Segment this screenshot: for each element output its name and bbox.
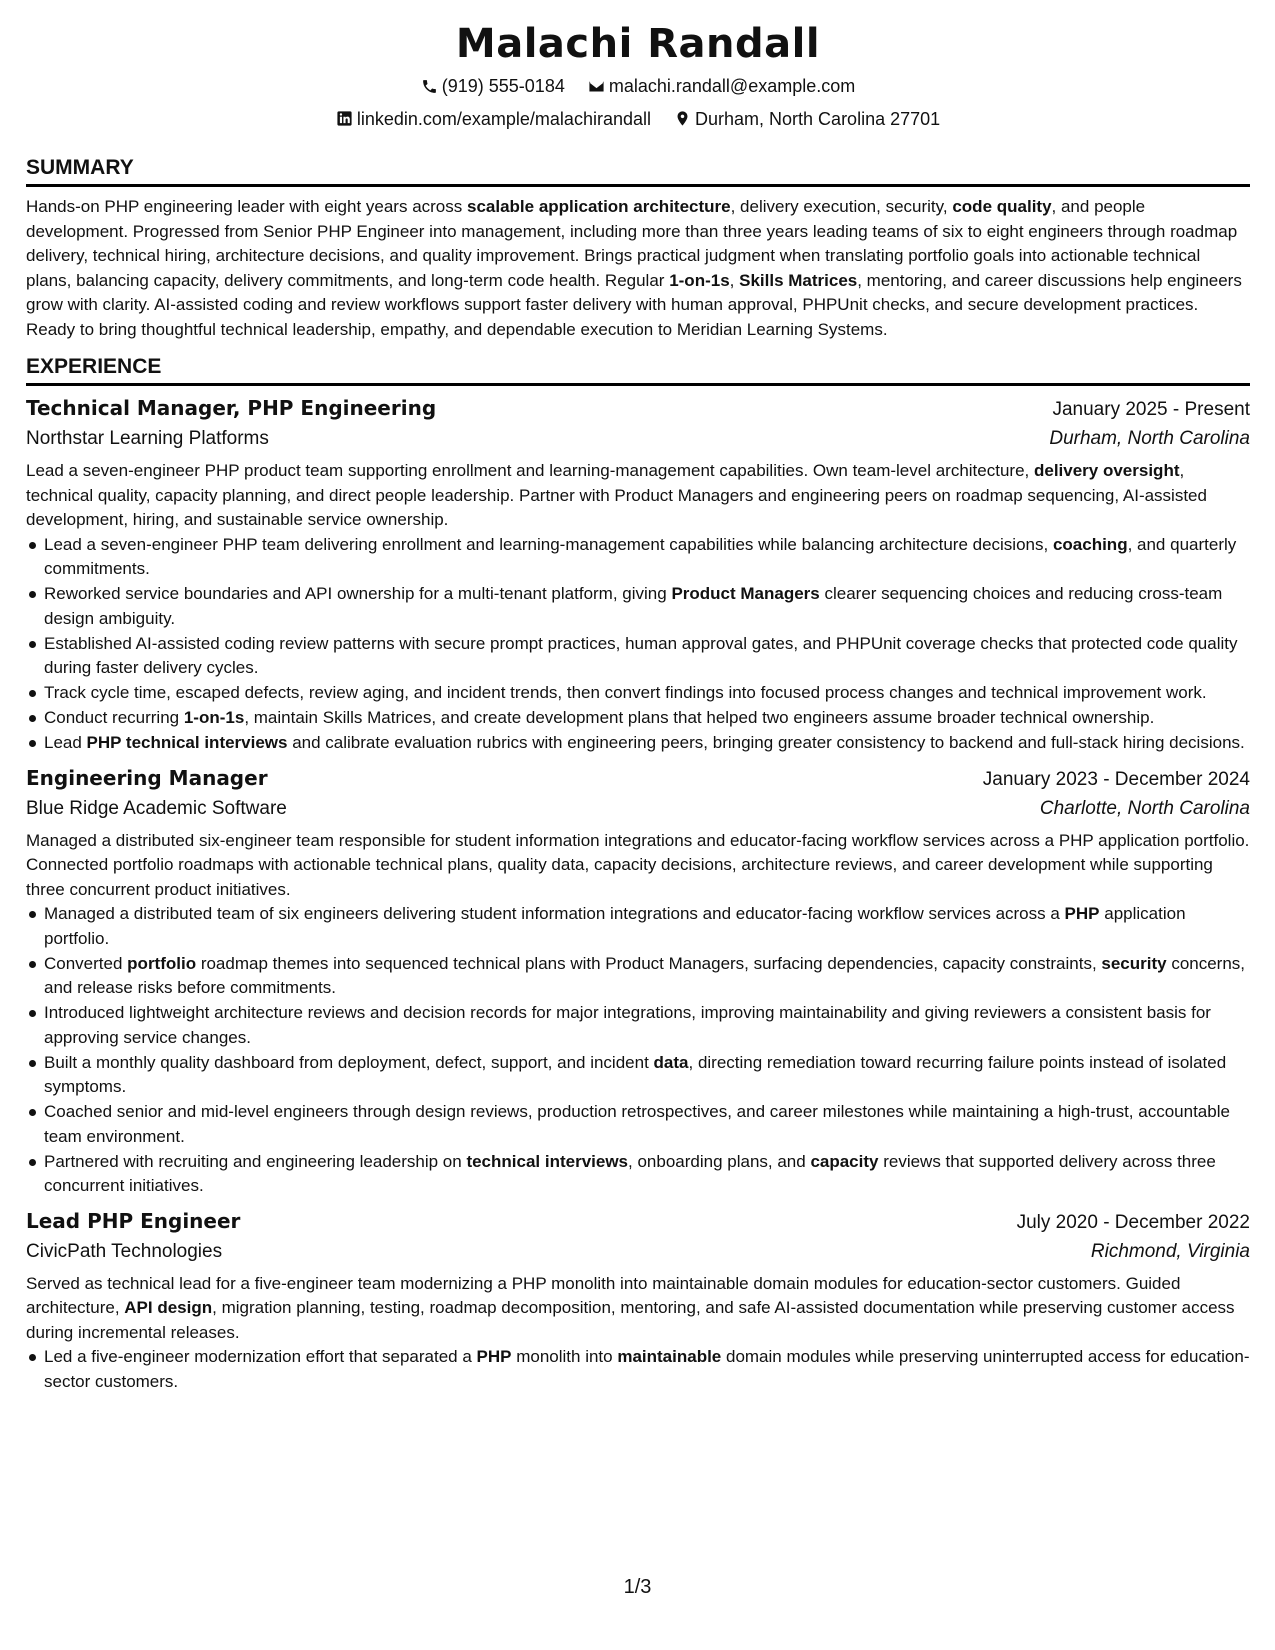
section-title-summary: SUMMARY bbox=[26, 155, 1250, 187]
linkedin-contact[interactable] bbox=[336, 107, 651, 131]
email-contact[interactable] bbox=[588, 74, 855, 98]
bold-keyword: PHP technical interviews bbox=[86, 733, 288, 752]
job-title: Technical Manager, PHP Engineering bbox=[26, 396, 437, 420]
job-bullet: Managed a distributed team of six engineers delivering student information integrations and educator-facing workflow services across a PHP application portfolio. bbox=[44, 902, 1250, 951]
job-description: Managed a distributed six-engineer team responsible for student information integrations and educator-facing workflow services across a PHP application portfolio. Connected portfolio roadmaps with actionable technical plans, quality data, capacity decisions, architecture reviews, and career development while supporting three concurrent product initiatives. bbox=[26, 830, 1250, 899]
job-dates: January 2025 - Present bbox=[1052, 399, 1250, 420]
job-description: Served as technical lead for a five-engineer team modernizing a PHP monolith into maintainable domain modules for education-sector customers. Guided architecture, API design, migration planning, testing, roadmap decomposition, mentoring, and safe AI-assisted documentation while preserving customer access during incremental releases. bbox=[26, 1273, 1235, 1342]
job-company: Blue Ridge Academic Software bbox=[26, 797, 287, 819]
job-subheader bbox=[26, 424, 1250, 454]
bold-keyword: scalable application architecture bbox=[467, 197, 731, 216]
envelope-icon bbox=[588, 78, 605, 95]
job-bullets bbox=[26, 902, 1250, 1199]
job-title: Lead PHP Engineer bbox=[26, 1208, 241, 1233]
job-bullet: Lead PHP technical interviews and calibrate evaluation rubrics with engineering peers, bringing greater consistency to backend and full-stack hiring decisions. bbox=[44, 731, 1250, 756]
bold-keyword: portfolio bbox=[127, 953, 197, 973]
job-company: CivicPath Technologies bbox=[26, 1240, 223, 1262]
job-bullet: Converted portfolio roadmap themes into sequenced technical plans with Product Managers, surfacing dependencies, capacity constraints, security concerns, and release risks before commitments. bbox=[44, 952, 1250, 1001]
bold-keyword: 1-on-1s bbox=[183, 708, 245, 727]
contact-line-1 bbox=[26, 74, 1250, 101]
job-bullet: Partnered with recruiting and engineering leadership on technical interviews, onboarding plans, and capacity reviews that supported delivery across three concurrent initiatives. bbox=[44, 1150, 1250, 1199]
job-header bbox=[26, 1207, 1250, 1237]
experience-section bbox=[26, 354, 1250, 1394]
job-bullet: Conduct recurring 1-on-1s, maintain Skills Matrices, and create development plans that helped two engineers assume broader technical ownership. bbox=[44, 706, 1250, 731]
location-contact bbox=[674, 107, 940, 131]
section-title-experience: EXPERIENCE bbox=[26, 354, 1250, 386]
summary-text: Hands-on PHP engineering leader with eight years across scalable application architecture, delivery execution, security, code quality, and people development. Progressed from Senior PHP Engineer into management, including more than three years leading teams of six to eight engineers through roadmap delivery, technical hiring, architecture decisions, and quality improvement. Brings practical judgment when translating portfolio goals into actionable technical plans, balancing capacity, delivery commitments, and long-term code health. Regular 1-on-1s, Skills Matrices, mentoring, and career discussions help engineers grow with clarity. AI-assisted coding and review workflows support faster delivery with human approval, PHPUnit checks, and secure development practices. Ready to bring thoughtful technical leadership, empathy, and dependable execution to Meridian Learning Systems. bbox=[26, 197, 1242, 339]
job-bullet: Coached senior and mid-level engineers through design reviews, production retrospectives, and career milestones while maintaining a high-trust, accountable team environment. bbox=[44, 1100, 1250, 1149]
job-location: Richmond, Virginia bbox=[1090, 1240, 1250, 1262]
bold-keyword: API design bbox=[124, 1298, 213, 1317]
job-location: Durham, North Carolina bbox=[1049, 428, 1250, 449]
linkedin-url[interactable]: linkedin.com/example/malachirandall bbox=[356, 108, 651, 129]
job-header bbox=[26, 764, 1250, 794]
job-bullets bbox=[26, 533, 1250, 756]
phone-number: (919) 555-0184 bbox=[441, 76, 565, 96]
resume-page bbox=[26, 20, 1250, 1395]
email-address[interactable]: malachi.randall@example.com bbox=[608, 76, 856, 96]
bold-keyword: PHP bbox=[1064, 904, 1100, 923]
job-bullet: Introduced lightweight architecture reviews and decision records for major integrations, improving maintainability and giving reviewers a consistent basis for approving service changes. bbox=[44, 1001, 1250, 1050]
job-subheader bbox=[26, 1237, 1250, 1267]
resume-header bbox=[26, 20, 1250, 133]
page-number: 1/3 bbox=[623, 1576, 652, 1598]
job-bullet: Led a five-engineer modernization effort that separated a PHP monolith into maintainable domain modules while preserving uninterrupted access for education-sector customers. bbox=[44, 1345, 1250, 1394]
job-bullet: Lead a seven-engineer PHP team delivering enrollment and learning-management capabilities while balancing architecture decisions, coaching, and quarterly commitments. bbox=[44, 533, 1250, 582]
phone-contact bbox=[421, 74, 565, 98]
location-text: Durham, North Carolina 27701 bbox=[695, 108, 941, 129]
job-bullet: Reworked service boundaries and API ownership for a multi-tenant platform, giving Product Managers clearer sequencing choices and reducing cross-team design ambiguity. bbox=[44, 582, 1250, 631]
bold-keyword: Skills Matrices bbox=[739, 270, 858, 290]
phone-icon bbox=[421, 78, 438, 95]
job-bullets bbox=[26, 1345, 1250, 1394]
job-bullet: Built a monthly quality dashboard from deployment, defect, support, and incident data, directing remediation toward recurring failure points instead of isolated symptoms. bbox=[44, 1051, 1250, 1100]
job-bullet: Track cycle time, escaped defects, review aging, and incident trends, then convert findings into focused process changes and technical improvement work. bbox=[44, 681, 1250, 706]
bold-keyword: maintainable bbox=[617, 1347, 722, 1366]
bold-keyword: coaching bbox=[1052, 534, 1128, 554]
summary-section bbox=[26, 155, 1250, 342]
bold-keyword: capacity bbox=[810, 1151, 879, 1171]
job-entry bbox=[26, 764, 1250, 1199]
bold-keyword: code quality bbox=[952, 197, 1052, 216]
job-entry bbox=[26, 1207, 1250, 1395]
bold-keyword: technical interviews bbox=[466, 1151, 629, 1171]
job-title: Engineering Manager bbox=[26, 765, 268, 790]
job-entry bbox=[26, 394, 1250, 756]
contact-line-2 bbox=[26, 107, 1250, 134]
candidate-name: Malachi Randall bbox=[455, 21, 821, 67]
job-dates: July 2020 - December 2022 bbox=[1016, 1211, 1250, 1233]
job-header bbox=[26, 394, 1250, 424]
job-bullet: Established AI-assisted coding review patterns with secure prompt practices, human approval gates, and PHPUnit coverage checks that protected code quality during faster delivery cycles. bbox=[44, 632, 1250, 681]
linkedin-icon bbox=[336, 110, 353, 127]
job-description: Lead a seven-engineer PHP product team supporting enrollment and learning-management capabilities. Own team-level architecture, delivery oversight, technical quality, capacity planning, and direct people leadership. Partner with Product Managers and engineering peers on roadmap sequencing, AI-assisted development, hiring, and sustainable service ownership. bbox=[26, 461, 1207, 529]
job-company: Northstar Learning Platforms bbox=[26, 428, 269, 449]
bold-keyword: data bbox=[653, 1052, 689, 1072]
job-subheader bbox=[26, 794, 1250, 824]
map-pin-icon bbox=[674, 110, 691, 127]
bold-keyword: security bbox=[1101, 953, 1167, 973]
bold-keyword: Product Managers bbox=[671, 584, 820, 603]
experience-list bbox=[26, 394, 1250, 1394]
bold-keyword: PHP bbox=[476, 1347, 512, 1366]
job-location: Charlotte, North Carolina bbox=[1039, 797, 1250, 819]
bold-keyword: delivery oversight bbox=[1033, 461, 1180, 480]
bold-keyword: 1-on-1s bbox=[669, 270, 730, 290]
job-dates: January 2023 - December 2024 bbox=[982, 768, 1250, 790]
